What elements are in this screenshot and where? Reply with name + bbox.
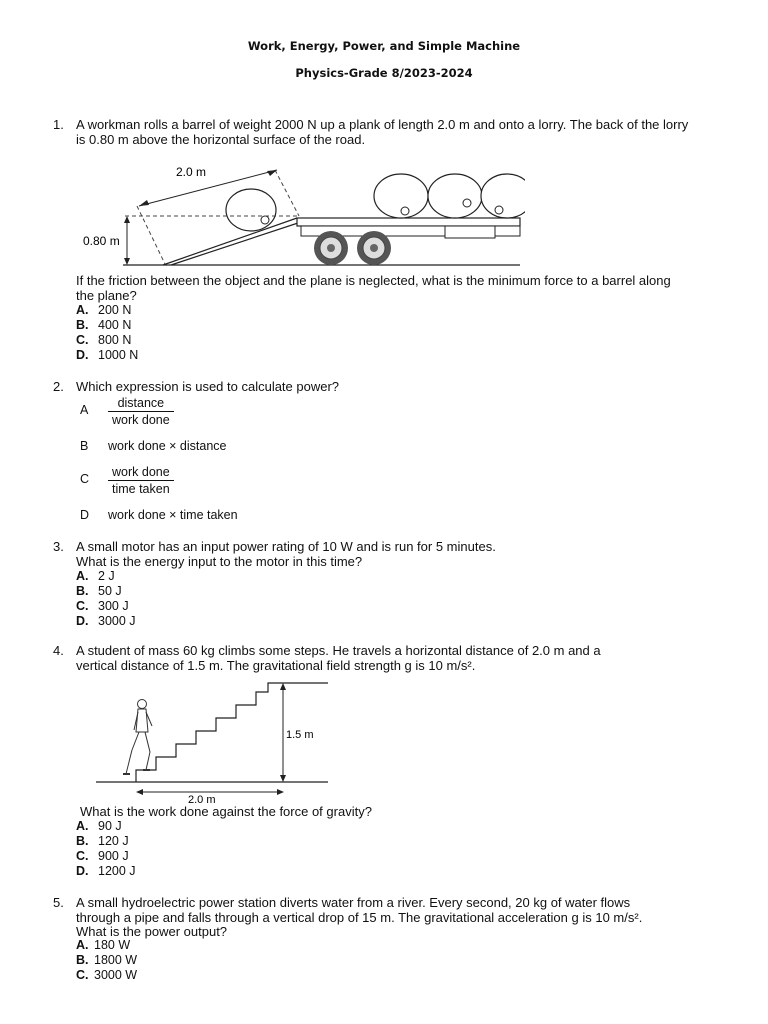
fraction-denominator: time taken bbox=[112, 482, 170, 496]
question-1-text-line-2: is 0.80 m above the horizontal surface of the road. bbox=[76, 132, 366, 147]
question-3-option-d: D. 3000 J bbox=[76, 614, 136, 628]
question-2-option-b-text: work done × distance bbox=[108, 439, 227, 453]
plank-length-label: 2.0 m bbox=[176, 165, 207, 179]
question-3-text-line-1: A small motor has an input power rating of 10 W and is run for 5 minutes. bbox=[76, 539, 496, 554]
lorry-wheel-2 bbox=[357, 231, 391, 265]
question-3-text-line-2: What is the energy input to the motor in this time? bbox=[76, 554, 363, 569]
question-3-option-b: B. 50 J bbox=[76, 584, 122, 598]
question-4-text-line-1: A student of mass 60 kg climbs some steps. He travels a horizontal distance of 2.0 m and a bbox=[76, 643, 601, 658]
question-1-option-d: D. 1000 N bbox=[76, 348, 139, 362]
barrel-on-lorry-2 bbox=[428, 174, 482, 218]
question-4-text-line-2: vertical distance of 1.5 m. The gravitational field strength g is 10 m/s². bbox=[76, 658, 476, 673]
question-5-text-line-2: through a pipe and falls through a vertical drop of 15 m. The gravitational acceleration g is 10 m/s². bbox=[76, 910, 643, 925]
question-4-option-b: B. 120 J bbox=[76, 834, 129, 848]
question-4-number: 4. bbox=[53, 643, 64, 658]
question-1-option-b: B. 400 N bbox=[76, 318, 132, 332]
question-4-prompt: What is the work done against the force of gravity? bbox=[80, 804, 372, 819]
barrel-on-plank bbox=[226, 189, 276, 231]
question-4-option-d: D. 1200 J bbox=[76, 864, 136, 878]
question-5-option-b: B. 1800 W bbox=[76, 953, 138, 967]
question-2-number: 2. bbox=[53, 379, 64, 394]
question-5-text-line-3: What is the power output? bbox=[76, 924, 228, 939]
lorry-wheel-1 bbox=[314, 231, 348, 265]
question-2-option-c-fraction bbox=[108, 465, 174, 496]
question-1-text-line-1: A workman rolls a barrel of weight 2000 N up a plank of length 2.0 m and onto a lorry. The back of the lorry bbox=[76, 117, 689, 132]
question-2-option-a-letter: A bbox=[80, 403, 89, 417]
question-5-option-c: C. 3000 W bbox=[76, 968, 138, 982]
fraction-denominator: work done bbox=[112, 413, 170, 427]
staircase-diagram bbox=[90, 678, 330, 806]
height-label: 1.5 m bbox=[286, 729, 314, 741]
question-1-number: 1. bbox=[53, 117, 64, 132]
fraction-numerator: work done bbox=[108, 465, 174, 481]
question-1-prompt-line-2: the plane? bbox=[76, 288, 137, 303]
fraction-numerator: distance bbox=[108, 396, 174, 412]
question-5-option-a: A. 180 W bbox=[76, 938, 131, 952]
question-2-option-d-letter: D bbox=[80, 508, 90, 522]
question-3-option-a: A. 2 J bbox=[76, 569, 115, 583]
question-2-option-d-text: work done × time taken bbox=[108, 508, 238, 522]
question-2-option-c-letter: C bbox=[80, 472, 90, 486]
question-5-number: 5. bbox=[53, 895, 64, 910]
question-3-number: 3. bbox=[53, 539, 64, 554]
width-label: 2.0 m bbox=[188, 794, 216, 806]
document-subtitle: Physics-Grade 8/2023-2024 bbox=[295, 66, 473, 80]
question-3-option-c: C. 300 J bbox=[76, 599, 129, 613]
question-1-option-a: A. 200 N bbox=[76, 303, 132, 317]
height-label: 0.80 m bbox=[83, 234, 120, 248]
question-2-option-a-fraction bbox=[108, 396, 174, 427]
question-2-option-b-letter: B bbox=[80, 439, 89, 453]
document-title: Work, Energy, Power, and Simple Machine bbox=[247, 39, 521, 53]
question-4-option-c: C. 900 J bbox=[76, 849, 129, 863]
plank bbox=[163, 218, 297, 265]
question-1-prompt-line-1: If the friction between the object and the plane is neglected, what is the minimum force to a barrel along bbox=[76, 273, 671, 288]
question-1-option-c: C. 800 N bbox=[76, 333, 132, 347]
student-figure bbox=[123, 700, 152, 775]
question-2-text: Which expression is used to calculate power? bbox=[76, 379, 340, 394]
lorry-ramp-diagram bbox=[75, 158, 525, 270]
question-4-option-a: A. 90 J bbox=[76, 819, 122, 833]
question-5-text-line-1: A small hydroelectric power station diverts water from a river. Every second, 20 kg of water flows bbox=[76, 895, 631, 910]
lorry-bed bbox=[297, 218, 520, 226]
